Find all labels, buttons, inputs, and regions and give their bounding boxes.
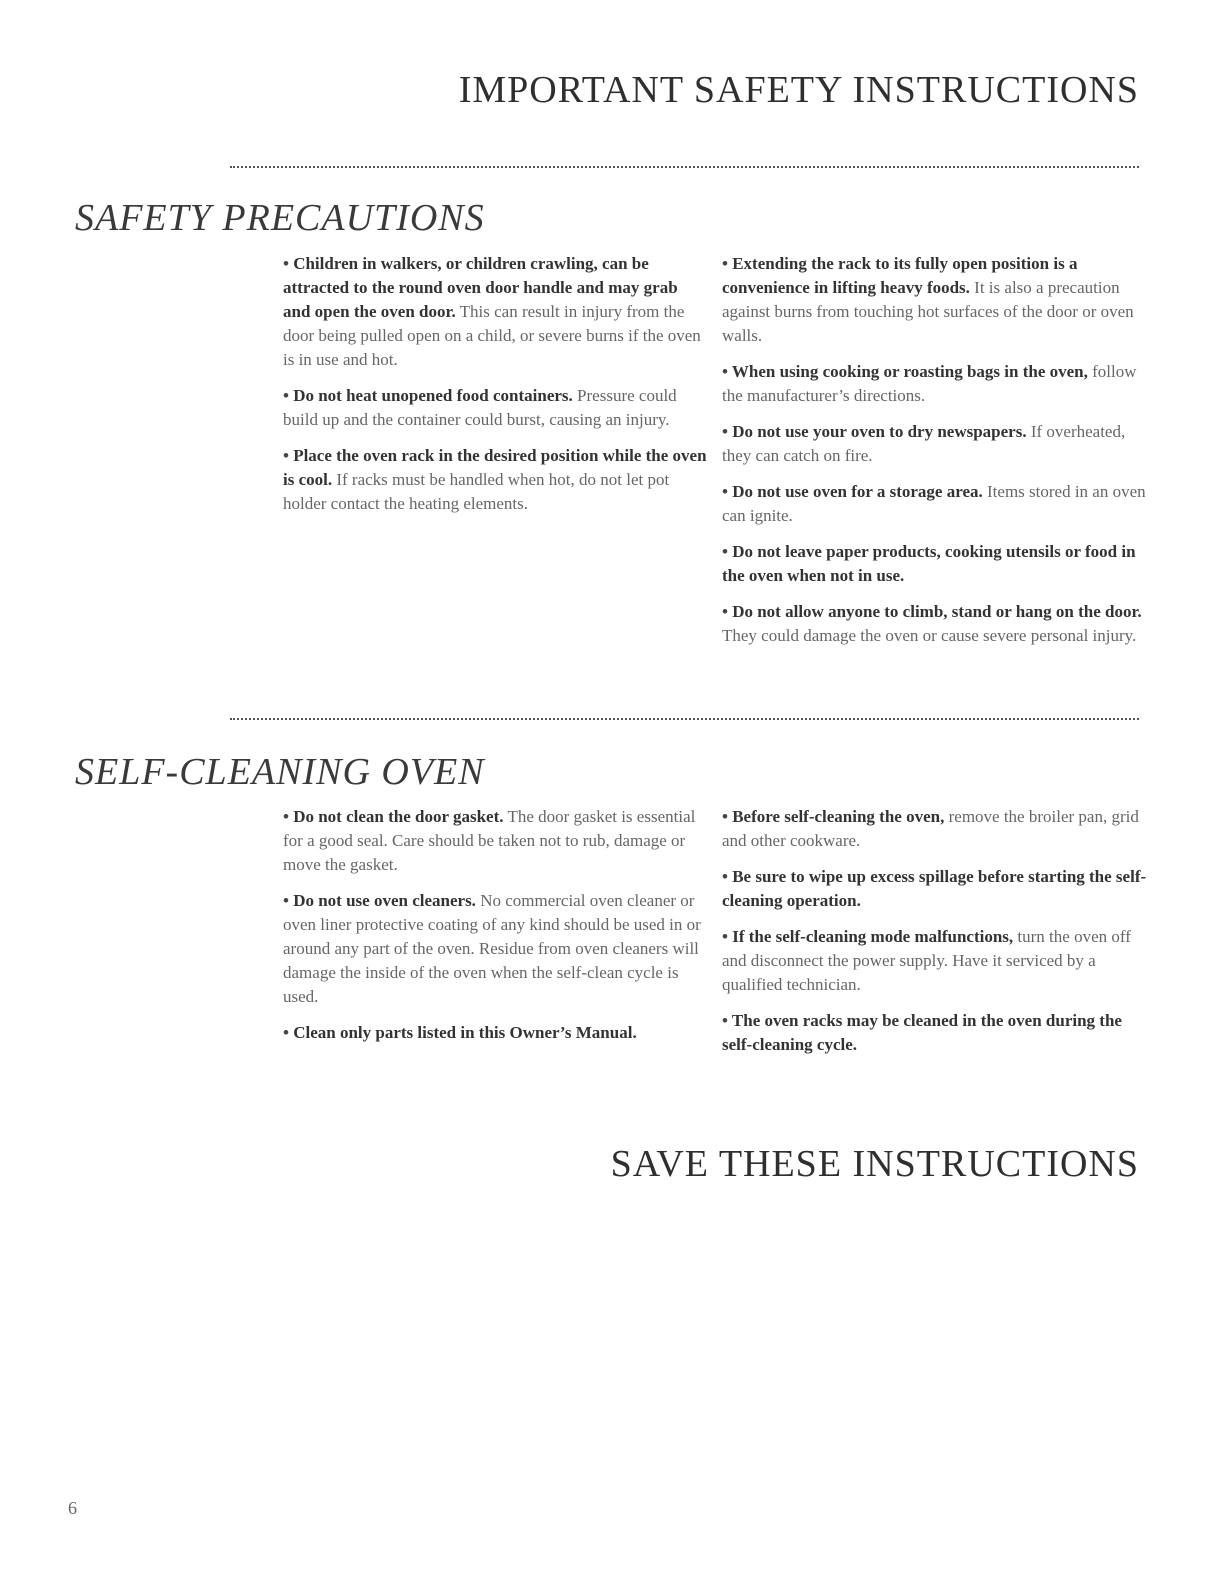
section-title-selfclean: SELF-CLEANING OVEN xyxy=(75,751,485,793)
bullet-icon: • xyxy=(722,927,733,946)
safety-list-right xyxy=(722,252,1147,660)
list-item: • When using cooking or roasting bags in the oven, follow the manufacturer’s directions. xyxy=(722,362,1137,405)
list-item: • If the self-cleaning mode malfunctions, turn the oven off and disconnect the power supply. Have it serviced by a qualified technician. xyxy=(722,927,1131,994)
list-item: • Clean only parts listed in this Owner’s Manual. xyxy=(283,1023,637,1042)
bullet-icon: • xyxy=(722,1011,732,1030)
section-title-safety: SAFETY PRECAUTIONS xyxy=(75,197,485,239)
divider-middle xyxy=(230,718,1139,720)
selfclean-list-right xyxy=(722,805,1147,1069)
list-item: • Do not use your oven to dry newspapers. If overheated, they can catch on fire. xyxy=(722,422,1126,465)
list-item: • Do not use oven for a storage area. Items stored in an oven can ignite. xyxy=(722,482,1146,525)
safety-list-left xyxy=(283,252,708,528)
list-item: • Do not clean the door gasket. The door gasket is essential for a good seal. Care should be taken not to rub, damage or move the gasket. xyxy=(283,807,696,874)
bullet-icon: • xyxy=(722,602,733,621)
list-item: • Extending the rack to its fully open position is a convenience in lifting heavy foods. It is also a precaution against burns from touching hot surfaces of the door or oven walls. xyxy=(722,254,1134,345)
list-item: • The oven racks may be cleaned in the oven during the self-cleaning cycle. xyxy=(722,1011,1122,1054)
divider-top xyxy=(230,166,1139,168)
list-item: • Children in walkers, or children crawling, can be attracted to the round oven door handle and may grab and open the oven door. This can result in injury from the door being pulled open on a child, or severe burns if the oven is in use and hot. xyxy=(283,254,701,369)
closing-title: SAVE THESE INSTRUCTIONS xyxy=(610,1143,1139,1185)
page-title: IMPORTANT SAFETY INSTRUCTIONS xyxy=(458,69,1139,111)
bullet-icon: • xyxy=(722,254,733,273)
bullet-icon: • xyxy=(722,867,733,886)
list-item: • Be sure to wipe up excess spillage before starting the self-cleaning operation. xyxy=(722,867,1147,910)
bullet-icon: • xyxy=(283,1023,294,1042)
bullet-icon: • xyxy=(722,807,733,826)
bullet-icon: • xyxy=(722,422,733,441)
bullet-icon: • xyxy=(722,542,733,561)
bullet-icon: • xyxy=(283,254,294,273)
bullet-icon: • xyxy=(722,482,733,501)
list-item: • Do not heat unopened food containers. Pressure could build up and the container could burst, causing an injury. xyxy=(283,386,677,429)
list-item: • Do not allow anyone to climb, stand or hang on the door. They could damage the oven or cause severe personal injury. xyxy=(722,602,1142,645)
bullet-icon: • xyxy=(283,891,294,910)
list-item: • Place the oven rack in the desired position while the oven is cool. If racks must be handled when hot, do not let pot holder contact the heating elements. xyxy=(283,446,707,513)
bullet-icon: • xyxy=(283,807,294,826)
bullet-icon: • xyxy=(283,386,294,405)
selfclean-list-left xyxy=(283,805,708,1057)
bullet-icon: • xyxy=(283,446,294,465)
list-item: • Do not use oven cleaners. No commercial oven cleaner or oven liner protective coating of any kind should be used in or around any part of the oven. Residue from oven cleaners will damage the inside of the oven when the self-clean cycle is used. xyxy=(283,891,701,1006)
page-number: 6 xyxy=(68,1498,77,1518)
bullet-icon: • xyxy=(722,362,732,381)
list-item: • Before self-cleaning the oven, remove the broiler pan, grid and other cookware. xyxy=(722,807,1139,850)
list-item: • Do not leave paper products, cooking utensils or food in the oven when not in use. xyxy=(722,542,1136,585)
